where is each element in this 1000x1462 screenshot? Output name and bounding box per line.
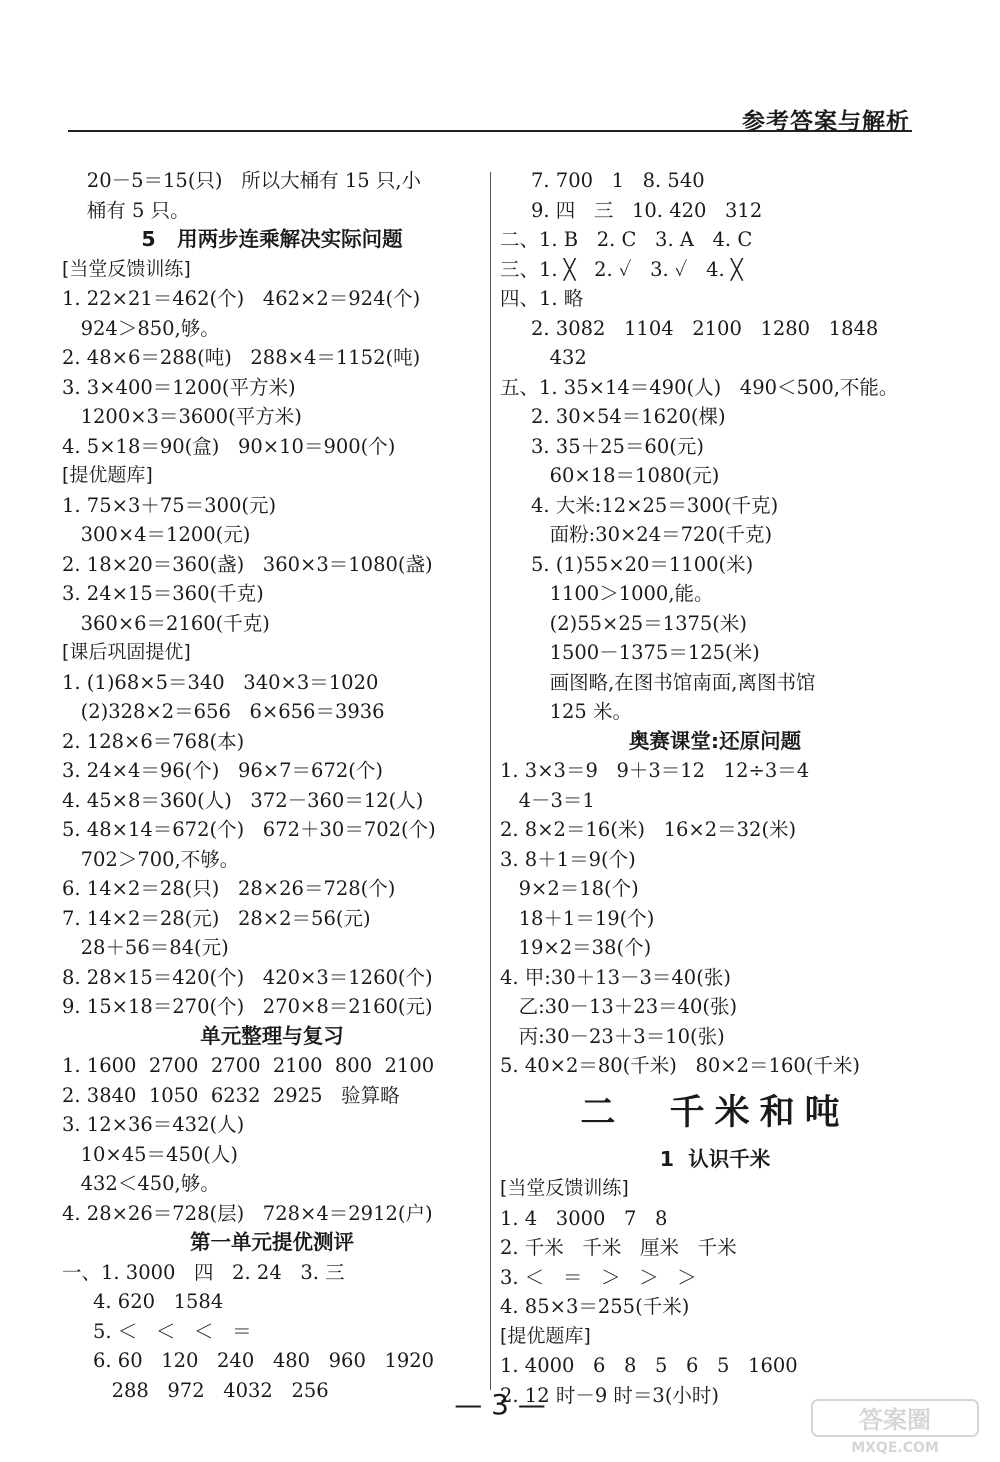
answer-line: 1. 3×3＝9 9＋3＝12 12÷3＝4 xyxy=(500,759,810,782)
answer-line: 2. 8×2＝16(米) 16×2＝32(米) xyxy=(500,818,797,841)
answer-line: 1. 75×3＋75＝300(元) xyxy=(62,493,277,517)
answer-line: 432＜450,够。 xyxy=(62,1172,220,1195)
answer-line: 丙:30－23＋3＝10(张) xyxy=(500,1024,725,1048)
answer-line: 432 xyxy=(500,346,587,369)
answer-line: 1. 1600 2700 2700 2100 800 2100 xyxy=(62,1054,435,1077)
answer-line: 3. 12×36＝432(人) xyxy=(62,1113,245,1136)
exercise-group-label: [课后巩固提优] xyxy=(62,641,191,663)
answer-line: 9. 15×18＝270(个) 270×8＝2160(元) xyxy=(62,995,433,1018)
answer-line: 300×4＝1200(元) xyxy=(62,523,251,546)
answer-line: 1100＞1000,能。 xyxy=(500,582,714,605)
answer-line: 10×45＝450(人) xyxy=(62,1142,238,1166)
answer-line: 7. 14×2＝28(元) 28×2＝56(元) xyxy=(62,906,371,930)
answer-line: 4. 28×26＝728(层) 728×4＝2912(户) xyxy=(62,1201,433,1225)
answer-line: 5. ＜ ＜ ＜ ＝ xyxy=(62,1319,252,1343)
answer-line: 1. 22×21＝462(个) 462×2＝924(个) xyxy=(62,287,421,310)
answer-line: 5. 40×2＝80(千米) 80×2＝160(千米) xyxy=(500,1054,860,1077)
answer-line: 3. 35＋25＝60(元) xyxy=(500,434,704,458)
answer-line: 7. 700 1 8. 540 xyxy=(500,169,705,192)
answer-line: 2. 18×20＝360(盏) 360×3＝1080(盏) xyxy=(62,552,433,576)
answer-line: 1. (1)68×5＝340 340×3＝1020 xyxy=(62,670,379,694)
svg-text:MXQE.COM: MXQE.COM xyxy=(851,1440,939,1456)
answer-line: 画图略,在图书馆南面,离图书馆 xyxy=(500,670,816,694)
answer-line: 4. 85×3＝255(千米) xyxy=(500,1295,690,1318)
answer-line: 桶有 5 只。 xyxy=(62,198,190,222)
answer-line: 1. 4000 6 8 5 6 5 1600 xyxy=(500,1354,798,1377)
section-heading: 奥赛课堂:还原问题 xyxy=(628,728,802,753)
answer-line: 702＞700,不够。 xyxy=(62,847,240,871)
answer-line: 4. 甲:30＋13－3＝40(张) xyxy=(500,965,731,989)
left-column xyxy=(62,166,482,1405)
answer-line: 4. 5×18＝90(盒) 90×10＝900(个) xyxy=(62,434,396,458)
answer-line: 5. (1)55×20＝1100(米) xyxy=(500,552,754,576)
answer-line: 125 米。 xyxy=(500,700,633,723)
answer-line: 乙:30－13＋23＝40(张) xyxy=(500,995,738,1018)
answer-line: 2. 12 时－9 时＝3(小时) xyxy=(500,1383,720,1407)
answer-line: 3. 3×400＝1200(平方米) xyxy=(62,375,296,399)
answer-line: 18＋1＝19(个) xyxy=(500,906,655,930)
answer-line: 6. 14×2＝28(只) 28×26＝728(个) xyxy=(62,877,396,900)
answer-line: 2. 30×54＝1620(棵) xyxy=(500,405,726,428)
answer-line: 4. 大米:12×25＝300(千克) xyxy=(500,493,779,517)
section-heading: 单元整理与复习 xyxy=(200,1023,344,1048)
answer-line: 8. 28×15＝420(个) 420×3＝1260(个) xyxy=(62,965,433,989)
answer-line: 28＋56＝84(元) xyxy=(62,936,229,959)
answer-line: 1500－1375＝125(米) xyxy=(500,641,760,664)
answer-line: 1200×3＝3600(平方米) xyxy=(62,405,302,428)
header-rule xyxy=(68,130,912,132)
answer-line: 五、1. 35×14＝490(人) 490＜500,不能。 xyxy=(500,375,899,399)
answer-line: 3. ＜ ＝ ＞ ＞ ＞ xyxy=(500,1265,697,1289)
section-heading: 第一单元提优测评 xyxy=(190,1230,354,1254)
section-heading: 1 认识千米 xyxy=(659,1146,771,1171)
answer-line: 60×18＝1080(元) xyxy=(500,464,720,487)
answer-line: 3. 24×15＝360(千克) xyxy=(62,582,264,605)
answer-line: 2. 3840 1050 6232 2925 验算略 xyxy=(62,1083,400,1107)
answer-line: 三、1. ╳ 2. ✓ 3. ✓ 4. ╳ xyxy=(500,257,743,281)
answer-line: 9. 四 三 10. 420 312 xyxy=(500,198,763,222)
answer-line: 4－3＝1 xyxy=(500,788,595,812)
answer-line: (2)55×25＝1375(米) xyxy=(500,611,748,635)
answer-line: 924＞850,够。 xyxy=(62,316,220,340)
answer-line: 2. 128×6＝768(本) xyxy=(62,729,245,753)
answer-line: 四、1. 略 xyxy=(500,287,584,310)
answer-line: 3. 8＋1＝9(个) xyxy=(500,847,636,871)
watermark-logo xyxy=(810,1398,980,1456)
answer-line: 2. 48×6＝288(吨) 288×4＝1152(吨) xyxy=(62,346,421,369)
exercise-group-label: [当堂反馈训练] xyxy=(500,1177,629,1199)
answer-line: 5. 48×14＝672(个) 672＋30＝702(个) xyxy=(62,818,436,841)
answer-line: 二、1. B 2. C 3. A 4. C xyxy=(500,228,753,251)
answer-line: 4. 620 1584 xyxy=(62,1290,224,1313)
exercise-group-label: [当堂反馈训练] xyxy=(62,257,191,280)
answer-line: 360×6＝2160(千克) xyxy=(62,611,270,635)
answer-line: 3. 24×4＝96(个) 96×7＝672(个) xyxy=(62,759,383,782)
answer-line: 6. 60 120 240 480 960 1920 xyxy=(62,1349,435,1372)
page-number: — 3 — xyxy=(454,1388,546,1421)
right-column xyxy=(500,166,930,1410)
answer-line: 一、1. 3000 四 2. 24 3. 三 xyxy=(62,1260,345,1284)
exercise-group-label: [提优题库] xyxy=(62,464,153,486)
answer-line: 20－5＝15(只) 所以大桶有 15 只,小 xyxy=(62,169,422,192)
answer-line: 2. 千米 千米 厘米 千米 xyxy=(500,1236,737,1259)
answer-line: 1. 4 3000 7 8 xyxy=(500,1206,668,1230)
answer-line: 2. 3082 1104 2100 1280 1848 xyxy=(500,316,879,340)
answer-line: 4. 45×8＝360(人) 372－360＝12(人) xyxy=(62,788,424,812)
column-divider xyxy=(490,172,491,1390)
chapter-title: 二 千米和吨 xyxy=(580,1092,850,1133)
svg-text:答案圈: 答案圈 xyxy=(859,1406,931,1434)
answer-line: 19×2＝38(个) xyxy=(500,936,652,959)
section-heading: 5 用两步连乘解决实际问题 xyxy=(141,227,403,251)
answer-line: 9×2＝18(个) xyxy=(500,877,639,900)
answer-line: 288 972 4032 256 xyxy=(62,1378,329,1402)
answer-line: 面粉:30×24＝720(千克) xyxy=(500,523,773,546)
exercise-group-label: [提优题库] xyxy=(500,1324,591,1347)
running-header-title: 参考答案与解析 xyxy=(742,109,910,135)
answer-line: (2)328×2＝656 6×656＝3936 xyxy=(62,700,385,723)
